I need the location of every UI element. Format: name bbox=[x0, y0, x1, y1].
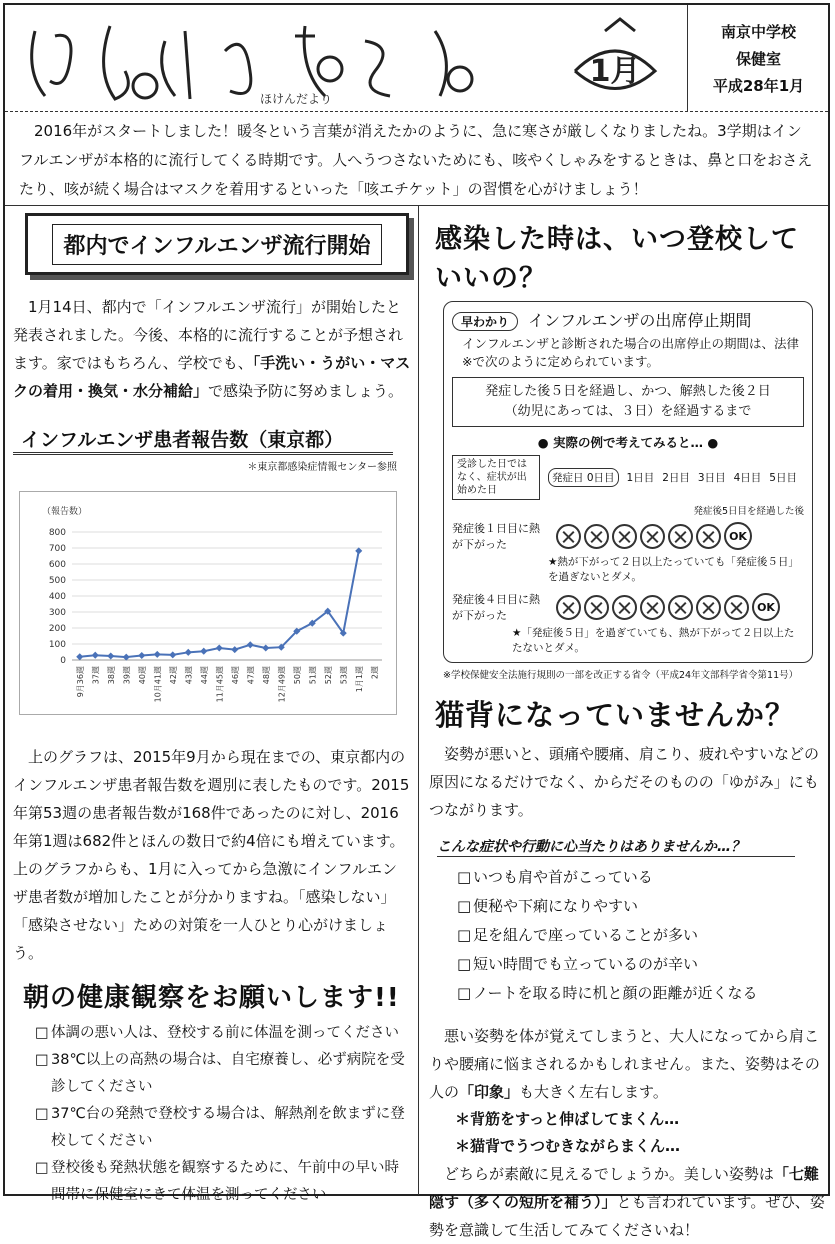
info-heading: インフルエンザの出席停止期間 bbox=[528, 311, 752, 330]
case1-row bbox=[452, 520, 804, 552]
x-tick-label: 46週 bbox=[230, 666, 240, 685]
y-tick-label: 600 bbox=[48, 560, 66, 570]
data-point bbox=[138, 652, 145, 659]
ok-icon: OK bbox=[752, 593, 780, 621]
list-item: □ 体調の悪い人は、登校する前に体温を測ってください bbox=[35, 1020, 411, 1047]
x-tick-label: 48週 bbox=[261, 666, 271, 685]
rule-line-2: （幼児にあっては、３日）を経過するまで bbox=[504, 404, 752, 419]
y-tick-label: 0 bbox=[60, 656, 66, 666]
after-label: 発症後5日目を経過した後 bbox=[693, 506, 804, 517]
chart-source: ＊東京都感染症情報センター参照 bbox=[247, 462, 397, 473]
header bbox=[5, 5, 828, 112]
header-title-text: ほけんだより bbox=[260, 92, 333, 106]
law-note: ※学校保健安全法施行規則の一部を改正する省令（平成24年文部科学省令第11号） bbox=[443, 670, 799, 681]
x-tick-label: 12月49週 bbox=[277, 666, 287, 703]
tip-1: ＊背筋をすっと伸ばしてまくん… bbox=[455, 1110, 680, 1128]
data-point bbox=[107, 652, 114, 659]
y-tick-label: 100 bbox=[48, 640, 66, 650]
timeline-header bbox=[452, 455, 804, 500]
para3-a: どちらが素敵に見えるでしょうか。美しい姿勢は bbox=[444, 1165, 774, 1183]
example-box: 受診した日ではなく、症状が出始めた日 bbox=[452, 455, 540, 500]
day-label: 3日目 bbox=[697, 472, 726, 484]
chart-paragraph: 上のグラフは、2015年9月から現在までの、東京都内のインフルエンザ患者報告数を週別に表したものです。2015年第53週の患者報告数が168件であったのに対し、2016年第1週は682件とほんの数日で約4倍にも増えています。上のグラフからも、1月に入ってから急激にインフルエンザ患者数が増加したことが分かりますね。「感染しない」「感染させない」ための対策を一人ひとり心がけましょう。 bbox=[13, 748, 410, 962]
list-item: □ 37℃台の発熱で登校する場合は、解熱剤を飲まずに登校してください bbox=[35, 1101, 411, 1155]
y-tick-label: 400 bbox=[48, 592, 66, 602]
list-item: □ ノートを取る時に机と顔の距離が近くなる bbox=[457, 979, 825, 1008]
x-tick-label: 47週 bbox=[246, 666, 256, 685]
case2-note: ★「発症後５日」を過ぎていても、熱が下がって２日以上たたないとダメ。 bbox=[512, 627, 795, 654]
symptom-question: こんな症状や行動に心当たりはありませんか…？ bbox=[437, 836, 795, 857]
case2-row bbox=[452, 591, 804, 623]
flu-outbreak-paragraph bbox=[13, 293, 411, 405]
flu-chart-svg bbox=[20, 492, 396, 714]
absent-icon bbox=[584, 524, 609, 549]
x-tick-label: 1月1週 bbox=[354, 666, 364, 693]
flu-outbreak-title-box bbox=[25, 213, 409, 275]
rule-box bbox=[452, 377, 804, 427]
newsletter-page bbox=[3, 3, 830, 1239]
data-point bbox=[185, 649, 192, 656]
x-tick-label: 42週 bbox=[168, 666, 178, 685]
case1-label: 発症後１日目に熱が下がった bbox=[452, 522, 540, 551]
flu-para-a: 1月14日、都内で「インフルエンザ流行」が開始したと発表されました。今後、本格的に流行することが予想されます。家ではもちろん、学校でも、 bbox=[13, 298, 404, 372]
info-lead: インフルエンザと診断された場合の出席停止の期間は、法律※で次のように定められています。 bbox=[462, 336, 800, 369]
x-tick-label: 40週 bbox=[137, 666, 147, 685]
posture-paragraph-2 bbox=[429, 1022, 825, 1106]
day-label: 5日目 bbox=[769, 472, 797, 484]
y-tick-label: 700 bbox=[48, 544, 66, 554]
symptom-list bbox=[457, 863, 825, 1008]
absent-icon bbox=[640, 595, 665, 620]
data-point bbox=[200, 648, 207, 655]
para2-bold: 「印象」 bbox=[459, 1083, 520, 1101]
title-illustration bbox=[15, 11, 675, 107]
column-divider bbox=[418, 205, 419, 1195]
absent-icon bbox=[640, 524, 665, 549]
attendance-info-box bbox=[443, 301, 813, 663]
x-tick-label: 51週 bbox=[308, 666, 318, 685]
day-label: 4日目 bbox=[733, 472, 762, 484]
x-tick-label: 9月36週 bbox=[75, 666, 85, 698]
y-tick-label: 500 bbox=[48, 576, 66, 586]
posture-paragraph: 姿勢が悪いと、頭痛や腰痛、肩こり、疲れやすいなどの原因になるだけでなく、からだそのものの「ゆがみ」にもつながります。 bbox=[429, 745, 820, 819]
intro-paragraph: 2016年がスタートしました！暖冬という言葉が消えたかのように、急に寒さが厳しくなりましたね。3学期はインフルエンザが本格的に流行してくる時期です。人へうつさないためにも、咳やくしゃみをするときは、鼻と口をおさえたり、咳が続く場合はマスクを着用するといった「咳エチケット」の習慣を心がけましょう！ bbox=[19, 122, 813, 198]
x-tick-label: 11月45週 bbox=[215, 666, 225, 703]
para2-a: 悪い姿勢を体が覚えてしまうと、大人になってから肩こりや腰痛に悩まされるかもしれません。また、姿勢はその人の bbox=[429, 1027, 820, 1101]
day-zero: 発症日 0日目 bbox=[548, 468, 619, 487]
x-tick-label: 39週 bbox=[122, 666, 132, 685]
absent-icon bbox=[668, 524, 693, 549]
month-text: 1月 bbox=[589, 54, 641, 89]
office-name: 保健室 bbox=[735, 49, 781, 68]
case2-label: 発症後４日目に熱が下がった bbox=[452, 593, 540, 622]
flu-chart bbox=[19, 491, 397, 715]
absent-icon bbox=[612, 524, 637, 549]
x-tick-label: 43週 bbox=[184, 666, 194, 685]
absent-icon bbox=[556, 595, 581, 620]
data-point bbox=[92, 652, 99, 659]
ok-icon: OK bbox=[724, 522, 752, 550]
x-tick-label: 53週 bbox=[339, 666, 349, 685]
tip-2: ＊猫背でうつむきながらまくん… bbox=[455, 1137, 681, 1155]
left-column bbox=[13, 213, 411, 1209]
list-item: □ 登校後も発熱状態を観察するために、午前中の早い時間帯に保健室にきて体温を測ってください bbox=[35, 1155, 411, 1209]
flu-para-b: で感染予防に努めましょう。 bbox=[208, 382, 404, 400]
day-label: 2日目 bbox=[662, 472, 690, 484]
list-item: □ いつも肩や首がこっている bbox=[457, 863, 825, 892]
morning-check-title: 朝の健康観察をお願いします!! bbox=[23, 983, 400, 1013]
chart-heading: インフルエンザ患者報告数（東京都） bbox=[13, 425, 393, 455]
posture-title: 猫背になっていませんか？ bbox=[435, 698, 796, 732]
when-return-title: 感染した時は、いつ登校していいの？ bbox=[435, 224, 799, 294]
para3-bold: 「七難隠す（多くの短所を補う）」 bbox=[429, 1165, 819, 1211]
list-item: □ 短い時間でも立っているのが辛い bbox=[457, 950, 825, 979]
x-tick-label: 44週 bbox=[199, 666, 209, 685]
data-point bbox=[216, 644, 223, 651]
case2-circles bbox=[556, 593, 780, 621]
absent-icon bbox=[668, 595, 693, 620]
x-tick-label: 37週 bbox=[91, 666, 101, 685]
list-item: □ 足を組んで座っていることが多い bbox=[457, 921, 825, 950]
x-tick-label: 10月41週 bbox=[153, 666, 163, 703]
flu-para-bold: 「手洗い・うがい・マスクの着用・換気・水分補給」 bbox=[13, 354, 411, 400]
x-tick-label: 2週 bbox=[370, 666, 380, 680]
y-axis-label: （報告数） bbox=[42, 507, 88, 517]
case1-note: ★熱が下がって２日以上たっていても「発症後５日」を過ぎないとダメ。 bbox=[548, 556, 799, 583]
data-point bbox=[247, 641, 254, 648]
data-point bbox=[154, 651, 161, 658]
data-point bbox=[76, 653, 83, 660]
example-heading: ● 実際の例で考えてみると… ● bbox=[537, 435, 719, 450]
issuer-block bbox=[687, 5, 829, 111]
x-tick-label: 50週 bbox=[292, 666, 302, 685]
list-item: □ 38℃以上の高熱の場合は、自宅療養し、必ず病院を受診してください bbox=[35, 1047, 411, 1101]
absent-icon bbox=[724, 595, 749, 620]
data-point bbox=[262, 644, 269, 651]
absent-icon bbox=[696, 595, 721, 620]
y-tick-label: 800 bbox=[48, 528, 66, 538]
absent-icon bbox=[556, 524, 581, 549]
posture-paragraph-3 bbox=[429, 1160, 825, 1244]
quick-tag: 早わかり bbox=[452, 312, 518, 331]
series-line bbox=[80, 551, 359, 657]
data-point bbox=[231, 646, 238, 653]
day-label: 1日目 bbox=[626, 472, 655, 484]
y-tick-label: 200 bbox=[48, 624, 66, 634]
rule-line-1: 発症した後５日を経過し、かつ、解熱した後２日 bbox=[485, 384, 771, 399]
absent-icon bbox=[696, 524, 721, 549]
school-name: 南京中学校 bbox=[720, 22, 796, 41]
right-column bbox=[429, 213, 825, 1244]
x-tick-label: 38週 bbox=[106, 666, 116, 685]
data-point bbox=[169, 651, 176, 658]
issue-date: 平成28年1月 bbox=[712, 76, 805, 95]
absent-icon bbox=[584, 595, 609, 620]
morning-checklist bbox=[35, 1020, 411, 1209]
section-divider bbox=[5, 205, 828, 206]
absent-icon bbox=[612, 595, 637, 620]
para3-b: とも言われています。ぜひ、姿勢を意識して生活してみてくださいね！ bbox=[429, 1193, 825, 1239]
list-item: □ 便秘や下痢になりやすい bbox=[457, 892, 825, 921]
para2-b: も大きく左右します。 bbox=[519, 1083, 668, 1101]
flu-outbreak-title: 都内でインフルエンザ流行開始 bbox=[52, 224, 381, 265]
case1-circles bbox=[556, 522, 752, 550]
x-tick-label: 52週 bbox=[323, 666, 333, 685]
y-tick-label: 300 bbox=[48, 608, 66, 618]
